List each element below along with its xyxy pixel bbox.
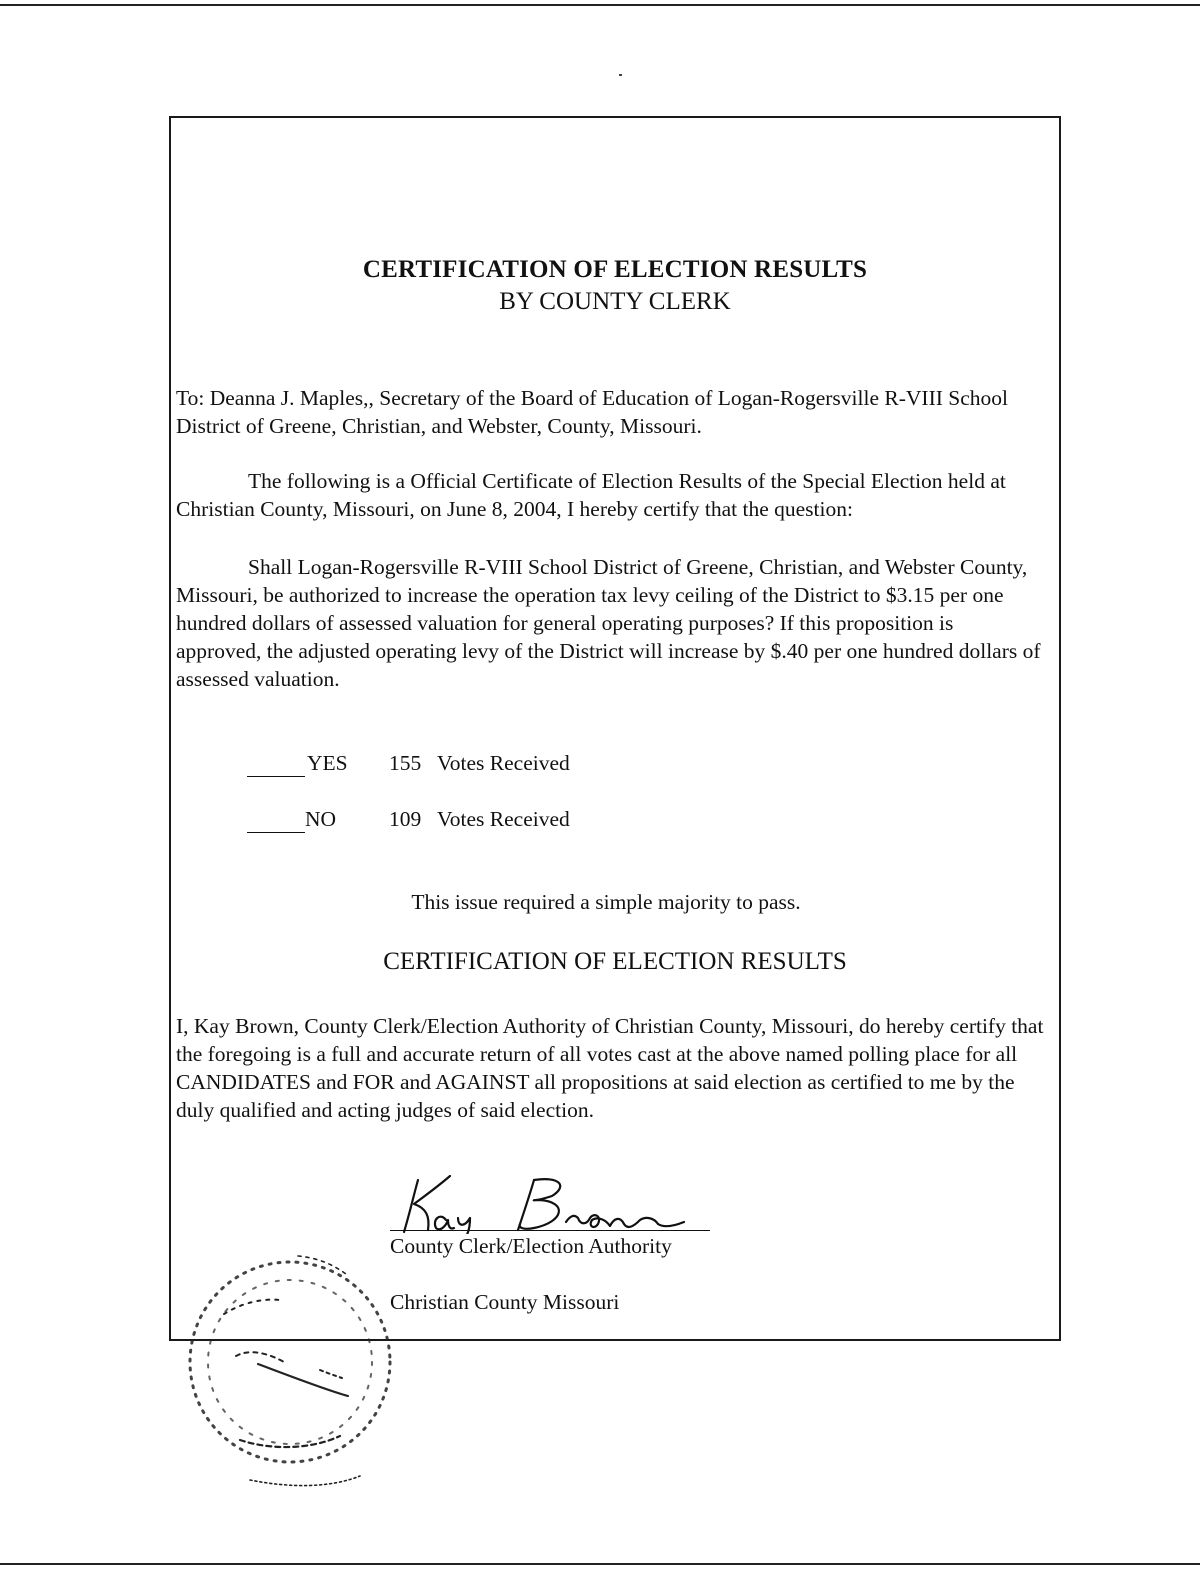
ballot-question: Shall Logan-Rogersville R-VIII School District of Greene, Christian, and Webster County, Missouri, be authorized to increase the operation tax levy ceiling of the District to $3.15 per one hundred dollars of assessed valuation for general operating purposes? If this proposition is approved, the adjusted operating levy of the District will increase by $.40 per one hundred dollars of assessed valuation. [176,555,1041,691]
certificate-subtitle: BY COUNTY CLERK [499,288,731,315]
no-label: NO [305,807,337,831]
no-suffix: Votes Received [437,807,570,831]
bottom-edge-line [0,1563,1200,1565]
county-seal-icon [180,1244,410,1494]
intro-paragraph: The following is a Official Certificate of Election Results of the Special Election held at Christian County, Missouri, on June 8, 2004, I hereby certify that the question: [176,469,1006,521]
signature-image [384,1172,714,1234]
no-checkbox-line [247,832,305,833]
yes-suffix: Votes Received [437,751,570,775]
county-line: Christian County Missouri [390,1290,620,1314]
certification-heading: CERTIFICATION OF ELECTION RESULTS [383,948,847,975]
addressee-paragraph: To: Deanna J. Maples,, Secretary of the Board of Education of Logan-Rogersville R-VIII School District of Greene, Christian, and Webster, County, Missouri. [176,386,1008,438]
yes-checkbox-line [247,776,305,777]
top-edge-line [0,4,1200,6]
yes-count: 155 [389,751,422,775]
scan-speck [619,74,622,76]
signature-caption: County Clerk/Election Authority [390,1234,672,1258]
majority-note: This issue required a simple majority to pass. [411,890,801,914]
yes-label: YES [307,751,348,775]
certification-paragraph: I, Kay Brown, County Clerk/Election Authority of Christian County, Missouri, do hereby certify that the foregoing is a full and accurate return of all votes cast at the above named polling place for all CANDIDATES and FOR and AGAINST all propositions at said election as certified to me by the duly qualified and acting judges of said election. [176,1014,1044,1122]
certificate-title: CERTIFICATION OF ELECTION RESULTS [362,256,868,283]
no-count: 109 [389,807,422,831]
signature-line [390,1230,710,1231]
